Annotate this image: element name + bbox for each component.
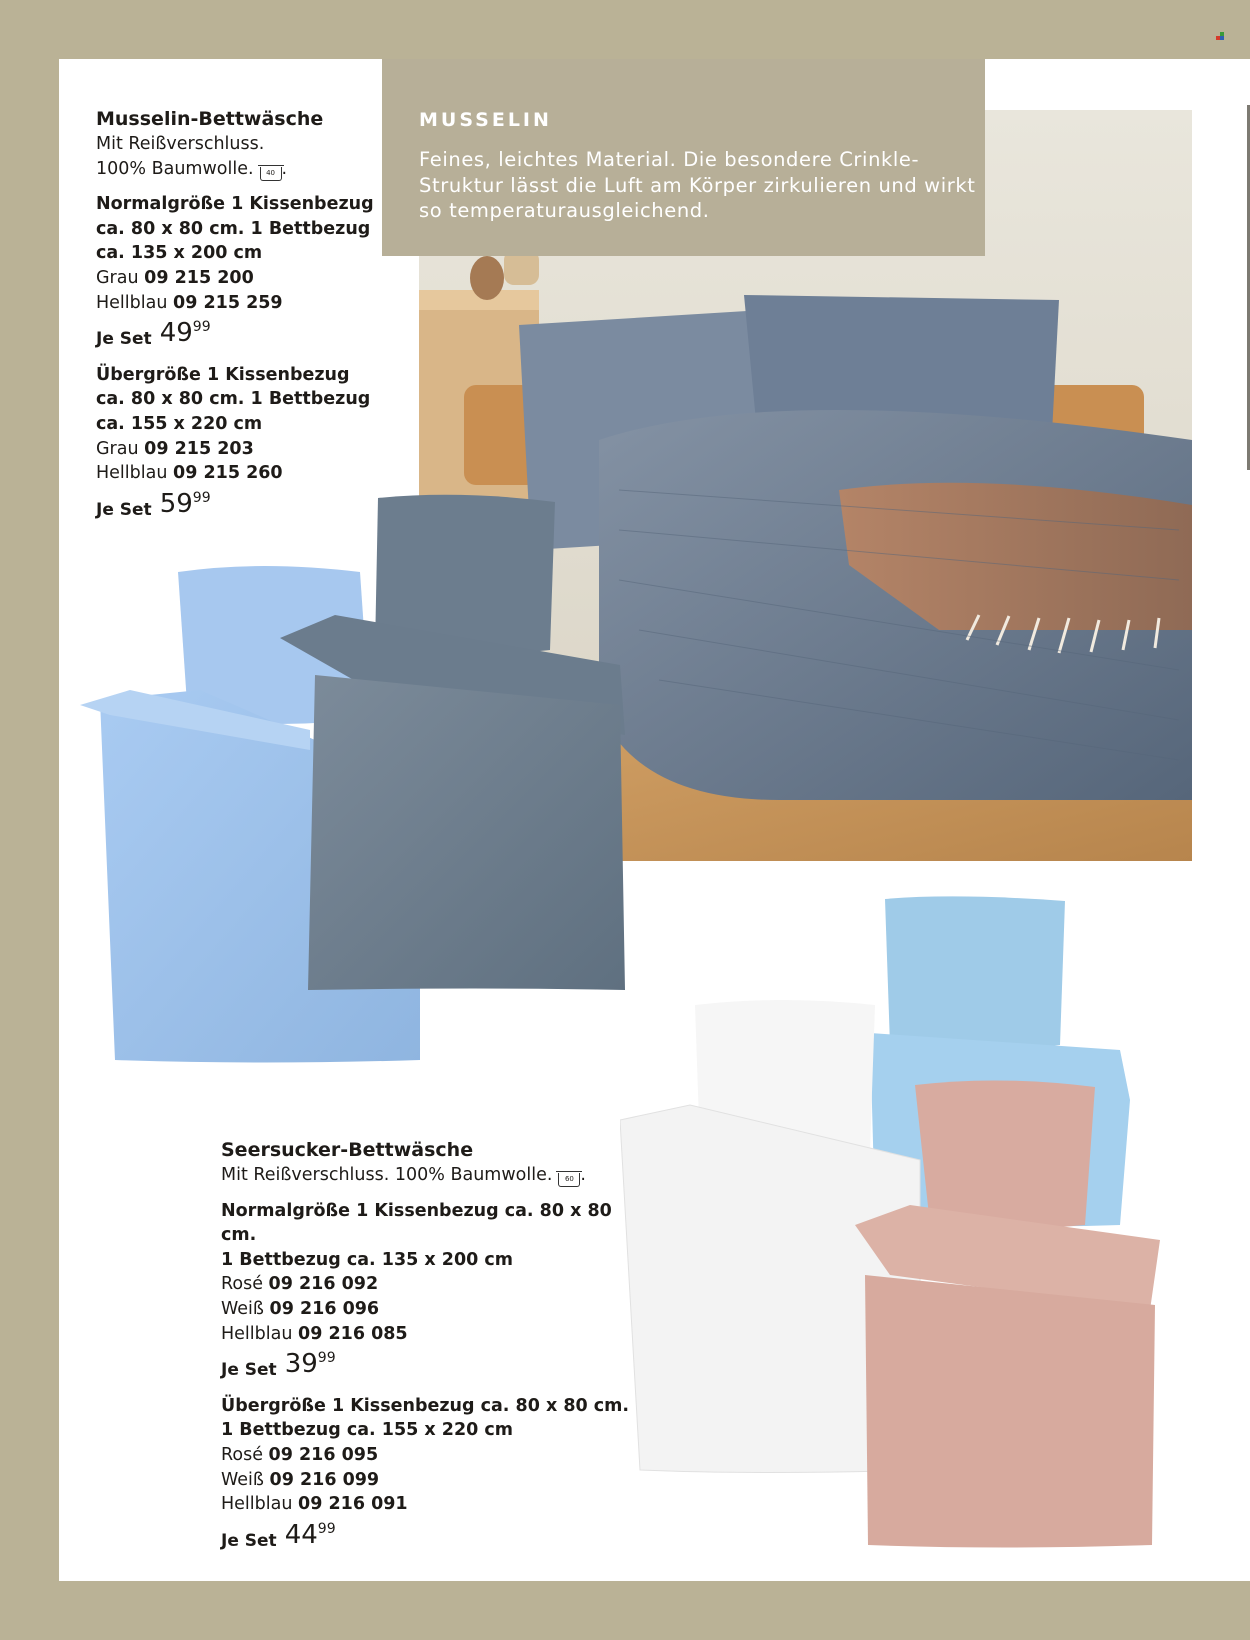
price-label: Je Set: [96, 329, 152, 350]
price-cents: 99: [192, 489, 211, 506]
product2-size2-desc: 1 Bettbezug ca. 155 x 220 cm: [221, 1420, 514, 1441]
product1-size2-desc: ca. 155 x 220 cm: [96, 413, 263, 434]
product2-line1: Mit Reißverschluss. 100% Baumwolle.: [221, 1165, 553, 1185]
product1-title: Musselin-Bettwäsche: [96, 108, 324, 130]
product1-size1-desc: Normalgröße 1 Kissenbezug: [96, 194, 374, 215]
variant-color: Hellblau: [221, 1323, 293, 1344]
price: [96, 489, 396, 523]
variant-color: Grau: [96, 267, 139, 288]
variant-row: [221, 1468, 641, 1493]
product1-size1: [96, 192, 396, 352]
product2-size1: [221, 1199, 641, 1383]
variant-code: 09 216 085: [298, 1323, 408, 1344]
variant-color: Hellblau: [221, 1494, 293, 1515]
product2-size2-desc: Übergröße 1 Kissenbezug ca. 80 x 80 cm.: [221, 1395, 630, 1416]
product1-line1: Mit Reißverschluss.: [96, 134, 265, 154]
variant-row: [96, 437, 396, 462]
price-cents: 99: [317, 1350, 336, 1367]
price-main: 59: [159, 488, 193, 519]
product1-size2-desc: ca. 80 x 80 cm. 1 Bettbezug: [96, 389, 371, 410]
variant-code: 09 216 096: [269, 1298, 380, 1319]
price-main: 39: [284, 1349, 318, 1380]
product1-line2-row: 100% Baumwolle. 40 .: [96, 158, 288, 179]
variant-code: 09 216 095: [268, 1444, 379, 1465]
price-main: 49: [159, 318, 193, 349]
price-label: Je Set: [221, 1530, 277, 1551]
variant-code: 09 215 203: [144, 438, 254, 459]
product2-size1-desc: 1 Bettbezug ca. 135 x 200 cm: [221, 1249, 514, 1270]
product1-size2: [96, 363, 396, 523]
variant-color: Rosé: [221, 1444, 263, 1465]
musselin-product-text: [96, 106, 396, 522]
wash-40-icon: 40: [260, 167, 282, 181]
variant-row: [221, 1297, 641, 1322]
variant-code: 09 216 099: [269, 1469, 380, 1490]
logo-icon: [1216, 32, 1225, 41]
variant-code: 09 215 260: [173, 463, 283, 484]
seersucker-bedding-product-photo: [620, 895, 1160, 1555]
product1-size1-desc: ca. 135 x 200 cm: [96, 243, 263, 264]
wash-60-icon: 60: [558, 1173, 580, 1187]
variant-code: 09 216 091: [298, 1494, 408, 1515]
variant-row: [96, 266, 396, 291]
seersucker-product-text: [221, 1137, 641, 1553]
product2-size2: [221, 1394, 641, 1554]
price: [221, 1349, 641, 1383]
variant-color: Weiß: [221, 1298, 264, 1319]
variant-row: [221, 1322, 641, 1347]
variant-color: Grau: [96, 438, 139, 459]
price: [96, 318, 396, 352]
musselin-heading: MUSSELIN: [419, 109, 552, 131]
product1-size1-desc: ca. 80 x 80 cm. 1 Bettbezug: [96, 218, 371, 239]
price-label: Je Set: [221, 1360, 277, 1381]
variant-color: Hellblau: [96, 292, 168, 313]
musselin-bedding-product-photo: [80, 490, 640, 1080]
price-cents: 99: [192, 319, 211, 336]
variant-row: [221, 1443, 641, 1468]
product2-size1-desc: Normalgröße 1 Kissenbezug ca. 80 x 80 cm.: [221, 1200, 612, 1246]
price: [221, 1520, 641, 1554]
musselin-info-box: [382, 59, 985, 256]
product1-size2-desc: Übergröße 1 Kissenbezug: [96, 364, 350, 385]
product2-line1-row: Mit Reißverschluss. 100% Baumwolle. 60 .: [221, 1165, 586, 1185]
variant-code: 09 215 259: [173, 292, 283, 313]
price-cents: 99: [317, 1520, 336, 1537]
variant-row: [221, 1492, 641, 1517]
musselin-description: Feines, leichtes Material. Die besondere Crinkle-Struktur lässt die Luft am Körper zirkulieren und wirkt so temperaturausgleichend.: [419, 148, 976, 222]
price-label: Je Set: [96, 499, 152, 520]
variant-color: Rosé: [221, 1274, 263, 1295]
variant-code: 09 215 200: [144, 267, 254, 288]
variant-color: Hellblau: [96, 463, 168, 484]
product1-line2: 100% Baumwolle.: [96, 158, 254, 179]
variant-color: Weiß: [221, 1469, 264, 1490]
variant-row: [221, 1272, 641, 1297]
product2-title: Seersucker-Bettwäsche: [221, 1139, 474, 1161]
variant-row: [96, 461, 396, 486]
variant-row: [96, 291, 396, 316]
price-main: 44: [284, 1519, 318, 1550]
variant-code: 09 216 092: [268, 1274, 379, 1295]
